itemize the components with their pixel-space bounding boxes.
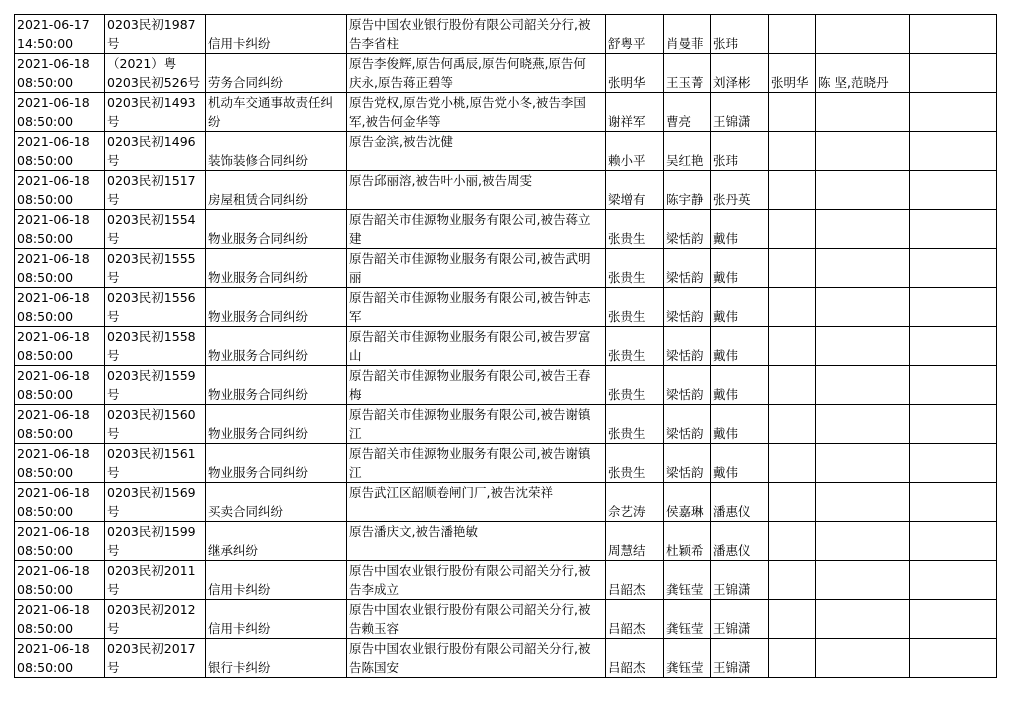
member-cell: 刘泽彬 — [711, 54, 769, 93]
hearing-time-cell: 2021-06-18 08:50:00 — [15, 366, 105, 405]
table-row — [15, 522, 997, 561]
parties-cell: 原告中国农业银行股份有限公司韶关分行,被 告李成立 — [347, 561, 606, 600]
parties-cell: 原告潘庆文,被告潘艳敏 — [347, 522, 606, 561]
extra-members-cell — [816, 288, 910, 327]
empty-cell — [910, 444, 997, 483]
extra-judge-cell — [769, 522, 816, 561]
extra-judge-cell — [769, 561, 816, 600]
hearing-time-cell: 2021-06-18 08:50:00 — [15, 444, 105, 483]
hearing-schedule-table — [14, 14, 997, 678]
table-row — [15, 15, 997, 54]
hearing-time-cell: 2021-06-18 08:50:00 — [15, 405, 105, 444]
case-number-cell: 0203民初2011 号 — [105, 561, 206, 600]
case-number-cell: 0203民初2017 号 — [105, 639, 206, 678]
parties-cell: 原告邱丽溶,被告叶小丽,被告周雯 — [347, 171, 606, 210]
judge-cell: 张贵生 — [606, 327, 664, 366]
clerk-cell: 曹亮 — [664, 93, 711, 132]
empty-cell — [910, 15, 997, 54]
extra-members-cell: 陈 坚,范晓丹 — [816, 54, 910, 93]
member-cell: 张玮 — [711, 15, 769, 54]
clerk-cell: 王玉菁 — [664, 54, 711, 93]
empty-cell — [910, 171, 997, 210]
table-row — [15, 210, 997, 249]
judge-cell: 舒粤平 — [606, 15, 664, 54]
clerk-cell: 龚钰莹 — [664, 600, 711, 639]
extra-judge-cell — [769, 639, 816, 678]
extra-judge-cell: 张明华 — [769, 54, 816, 93]
judge-cell: 张贵生 — [606, 405, 664, 444]
extra-members-cell — [816, 210, 910, 249]
extra-judge-cell — [769, 93, 816, 132]
judge-cell: 吕韶杰 — [606, 561, 664, 600]
extra-members-cell — [816, 639, 910, 678]
table-row — [15, 327, 997, 366]
parties-cell: 原告韶关市佳源物业服务有限公司,被告武明 丽 — [347, 249, 606, 288]
extra-members-cell — [816, 522, 910, 561]
extra-judge-cell — [769, 132, 816, 171]
clerk-cell: 肖曼菲 — [664, 15, 711, 54]
extra-members-cell — [816, 366, 910, 405]
extra-judge-cell — [769, 15, 816, 54]
member-cell: 王锦潇 — [711, 93, 769, 132]
extra-members-cell — [816, 600, 910, 639]
table-row — [15, 444, 997, 483]
case-number-cell: （2021）粤 0203民初526号 — [105, 54, 206, 93]
table-row — [15, 483, 997, 522]
case-cause-cell: 物业服务合同纠纷 — [206, 405, 347, 444]
case-cause-cell: 信用卡纠纷 — [206, 561, 347, 600]
case-cause-cell: 继承纠纷 — [206, 522, 347, 561]
member-cell: 戴伟 — [711, 405, 769, 444]
parties-cell: 原告韶关市佳源物业服务有限公司,被告谢镇 江 — [347, 405, 606, 444]
table-row — [15, 93, 997, 132]
extra-judge-cell — [769, 249, 816, 288]
clerk-cell: 梁恬韵 — [664, 444, 711, 483]
case-cause-cell: 装饰装修合同纠纷 — [206, 132, 347, 171]
judge-cell: 吕韶杰 — [606, 600, 664, 639]
case-number-cell: 0203民初1561 号 — [105, 444, 206, 483]
clerk-cell: 陈宇静 — [664, 171, 711, 210]
empty-cell — [910, 288, 997, 327]
case-cause-cell: 物业服务合同纠纷 — [206, 444, 347, 483]
member-cell: 王锦潇 — [711, 561, 769, 600]
judge-cell: 梁增有 — [606, 171, 664, 210]
hearing-time-cell: 2021-06-18 08:50:00 — [15, 171, 105, 210]
case-cause-cell: 物业服务合同纠纷 — [206, 288, 347, 327]
clerk-cell: 梁恬韵 — [664, 249, 711, 288]
case-number-cell: 0203民初1496 号 — [105, 132, 206, 171]
empty-cell — [910, 327, 997, 366]
member-cell: 张玮 — [711, 132, 769, 171]
judge-cell: 周慧结 — [606, 522, 664, 561]
case-number-cell: 0203民初2012 号 — [105, 600, 206, 639]
case-cause-cell: 房屋租赁合同纠纷 — [206, 171, 347, 210]
hearing-time-cell: 2021-06-18 08:50:00 — [15, 210, 105, 249]
case-cause-cell: 机动车交通事故责任纠 纷 — [206, 93, 347, 132]
parties-cell: 原告中国农业银行股份有限公司韶关分行,被 告赖玉容 — [347, 600, 606, 639]
extra-judge-cell — [769, 405, 816, 444]
clerk-cell: 龚钰莹 — [664, 561, 711, 600]
parties-cell: 原告金滨,被告沈健 — [347, 132, 606, 171]
table-body — [15, 15, 997, 678]
member-cell: 戴伟 — [711, 444, 769, 483]
clerk-cell: 杜颖希 — [664, 522, 711, 561]
case-cause-cell: 银行卡纠纷 — [206, 639, 347, 678]
judge-cell: 张贵生 — [606, 444, 664, 483]
case-number-cell: 0203民初1987 号 — [105, 15, 206, 54]
member-cell: 张丹英 — [711, 171, 769, 210]
extra-judge-cell — [769, 210, 816, 249]
extra-members-cell — [816, 444, 910, 483]
hearing-time-cell: 2021-06-18 08:50:00 — [15, 483, 105, 522]
empty-cell — [910, 132, 997, 171]
parties-cell: 原告韶关市佳源物业服务有限公司,被告王春 梅 — [347, 366, 606, 405]
extra-judge-cell — [769, 600, 816, 639]
extra-judge-cell — [769, 288, 816, 327]
judge-cell: 张贵生 — [606, 210, 664, 249]
case-number-cell: 0203民初1558 号 — [105, 327, 206, 366]
case-number-cell: 0203民初1559 号 — [105, 366, 206, 405]
extra-members-cell — [816, 171, 910, 210]
judge-cell: 佘艺涛 — [606, 483, 664, 522]
member-cell: 潘惠仪 — [711, 483, 769, 522]
clerk-cell: 梁恬韵 — [664, 288, 711, 327]
hearing-time-cell: 2021-06-18 08:50:00 — [15, 288, 105, 327]
case-number-cell: 0203民初1569 号 — [105, 483, 206, 522]
parties-cell: 原告中国农业银行股份有限公司韶关分行,被 告陈国安 — [347, 639, 606, 678]
table-row — [15, 600, 997, 639]
judge-cell: 赖小平 — [606, 132, 664, 171]
member-cell: 戴伟 — [711, 366, 769, 405]
empty-cell — [910, 561, 997, 600]
case-cause-cell: 信用卡纠纷 — [206, 15, 347, 54]
hearing-time-cell: 2021-06-17 14:50:00 — [15, 15, 105, 54]
judge-cell: 张明华 — [606, 54, 664, 93]
member-cell: 王锦潇 — [711, 600, 769, 639]
extra-members-cell — [816, 15, 910, 54]
extra-judge-cell — [769, 444, 816, 483]
judge-cell: 张贵生 — [606, 288, 664, 327]
clerk-cell: 梁恬韵 — [664, 405, 711, 444]
extra-judge-cell — [769, 171, 816, 210]
case-number-cell: 0203民初1599 号 — [105, 522, 206, 561]
empty-cell — [910, 405, 997, 444]
extra-members-cell — [816, 327, 910, 366]
member-cell: 戴伟 — [711, 288, 769, 327]
case-cause-cell: 信用卡纠纷 — [206, 600, 347, 639]
judge-cell: 吕韶杰 — [606, 639, 664, 678]
parties-cell: 原告韶关市佳源物业服务有限公司,被告谢镇 江 — [347, 444, 606, 483]
clerk-cell: 侯嘉琳 — [664, 483, 711, 522]
case-number-cell: 0203民初1555 号 — [105, 249, 206, 288]
case-cause-cell: 物业服务合同纠纷 — [206, 249, 347, 288]
parties-cell: 原告中国农业银行股份有限公司韶关分行,被 告李省柱 — [347, 15, 606, 54]
empty-cell — [910, 249, 997, 288]
parties-cell: 原告韶关市佳源物业服务有限公司,被告罗富 山 — [347, 327, 606, 366]
empty-cell — [910, 366, 997, 405]
case-number-cell: 0203民初1493 号 — [105, 93, 206, 132]
empty-cell — [910, 522, 997, 561]
extra-members-cell — [816, 405, 910, 444]
member-cell: 戴伟 — [711, 249, 769, 288]
hearing-time-cell: 2021-06-18 08:50:00 — [15, 639, 105, 678]
clerk-cell: 梁恬韵 — [664, 366, 711, 405]
clerk-cell: 梁恬韵 — [664, 210, 711, 249]
parties-cell: 原告党权,原告党小桃,原告党小冬,被告李国 军,被告何金华等 — [347, 93, 606, 132]
table-row — [15, 249, 997, 288]
case-cause-cell: 物业服务合同纠纷 — [206, 366, 347, 405]
table-row — [15, 54, 997, 93]
case-number-cell: 0203民初1560 号 — [105, 405, 206, 444]
extra-judge-cell — [769, 366, 816, 405]
table-row — [15, 288, 997, 327]
extra-members-cell — [816, 483, 910, 522]
table-row — [15, 405, 997, 444]
hearing-time-cell: 2021-06-18 08:50:00 — [15, 522, 105, 561]
member-cell: 戴伟 — [711, 210, 769, 249]
case-cause-cell: 物业服务合同纠纷 — [206, 327, 347, 366]
member-cell: 王锦潇 — [711, 639, 769, 678]
extra-members-cell — [816, 249, 910, 288]
judge-cell: 张贵生 — [606, 249, 664, 288]
extra-judge-cell — [769, 483, 816, 522]
extra-members-cell — [816, 93, 910, 132]
hearing-time-cell: 2021-06-18 08:50:00 — [15, 600, 105, 639]
parties-cell: 原告李俊辉,原告何禹辰,原告何晓燕,原告何 庆永,原告蒋正碧等 — [347, 54, 606, 93]
extra-members-cell — [816, 132, 910, 171]
hearing-time-cell: 2021-06-18 08:50:00 — [15, 132, 105, 171]
empty-cell — [910, 639, 997, 678]
clerk-cell: 梁恬韵 — [664, 327, 711, 366]
case-cause-cell: 买卖合同纠纷 — [206, 483, 347, 522]
empty-cell — [910, 210, 997, 249]
parties-cell: 原告武江区韶顺卷闸门厂,被告沈荣祥 — [347, 483, 606, 522]
parties-cell: 原告韶关市佳源物业服务有限公司,被告蒋立 建 — [347, 210, 606, 249]
case-number-cell: 0203民初1517 号 — [105, 171, 206, 210]
table-row — [15, 366, 997, 405]
clerk-cell: 吴红艳 — [664, 132, 711, 171]
empty-cell — [910, 600, 997, 639]
member-cell: 潘惠仪 — [711, 522, 769, 561]
empty-cell — [910, 54, 997, 93]
hearing-time-cell: 2021-06-18 08:50:00 — [15, 249, 105, 288]
extra-members-cell — [816, 561, 910, 600]
extra-judge-cell — [769, 327, 816, 366]
table-row — [15, 171, 997, 210]
empty-cell — [910, 93, 997, 132]
case-number-cell: 0203民初1554 号 — [105, 210, 206, 249]
case-cause-cell: 劳务合同纠纷 — [206, 54, 347, 93]
table-row — [15, 639, 997, 678]
hearing-time-cell: 2021-06-18 08:50:00 — [15, 54, 105, 93]
clerk-cell: 龚钰莹 — [664, 639, 711, 678]
parties-cell: 原告韶关市佳源物业服务有限公司,被告钟志 军 — [347, 288, 606, 327]
hearing-time-cell: 2021-06-18 08:50:00 — [15, 561, 105, 600]
case-cause-cell: 物业服务合同纠纷 — [206, 210, 347, 249]
judge-cell: 张贵生 — [606, 366, 664, 405]
empty-cell — [910, 483, 997, 522]
judge-cell: 谢祥军 — [606, 93, 664, 132]
hearing-time-cell: 2021-06-18 08:50:00 — [15, 93, 105, 132]
case-number-cell: 0203民初1556 号 — [105, 288, 206, 327]
member-cell: 戴伟 — [711, 327, 769, 366]
table-row — [15, 132, 997, 171]
hearing-time-cell: 2021-06-18 08:50:00 — [15, 327, 105, 366]
table-row — [15, 561, 997, 600]
